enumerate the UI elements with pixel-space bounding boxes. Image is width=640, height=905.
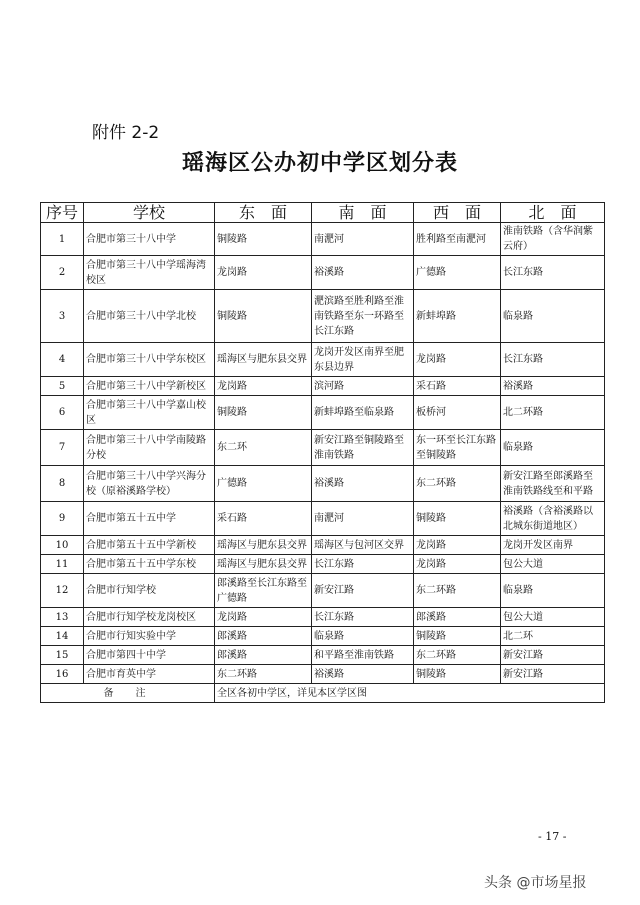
table-row: [41, 430, 605, 466]
north-boundary: 新安江路: [501, 646, 605, 665]
west-boundary: 东二环路: [414, 466, 501, 502]
west-boundary: 板桥河: [414, 396, 501, 430]
school-name: 合肥市第三十八中学: [84, 223, 215, 256]
table-header-row: [41, 203, 605, 223]
east-boundary: 采石路: [215, 502, 312, 536]
north-boundary: 包公大道: [501, 608, 605, 627]
south-boundary: 和平路至淮南铁路: [312, 646, 414, 665]
south-boundary: 新安江路至铜陵路至淮南铁路: [312, 430, 414, 466]
row-number: 16: [41, 665, 84, 684]
west-boundary: 龙岗路: [414, 536, 501, 555]
school-name: 合肥市第三十八中学瑶海湾校区: [84, 256, 215, 290]
north-boundary: 长江东路: [501, 256, 605, 290]
east-boundary: 铜陵路: [215, 290, 312, 343]
header-west: 西 面: [414, 203, 501, 223]
row-number: 4: [41, 343, 84, 377]
north-boundary: 长江东路: [501, 343, 605, 377]
school-name: 合肥市第四十中学: [84, 646, 215, 665]
west-boundary: 新蚌埠路: [414, 290, 501, 343]
east-boundary: 龙岗路: [215, 377, 312, 396]
north-boundary: 裕溪路（含裕溪路以北城东街道地区）: [501, 502, 605, 536]
note-label: 备 注: [41, 684, 215, 703]
west-boundary: 铜陵路: [414, 627, 501, 646]
south-boundary: 南淝河: [312, 502, 414, 536]
school-district-table: [40, 202, 605, 703]
east-boundary: 郎溪路: [215, 646, 312, 665]
south-boundary: 裕溪路: [312, 466, 414, 502]
source-watermark: 头条 @市场星报: [484, 875, 587, 891]
west-boundary: 郎溪路: [414, 608, 501, 627]
table-row: [41, 343, 605, 377]
row-number: 1: [41, 223, 84, 256]
north-boundary: 临泉路: [501, 430, 605, 466]
south-boundary: 新蚌埠路至临泉路: [312, 396, 414, 430]
note-text: 全区各初中学区，详见本区学区图: [215, 684, 605, 703]
south-boundary: 长江东路: [312, 555, 414, 574]
table-row: [41, 536, 605, 555]
row-number: 12: [41, 574, 84, 608]
header-east: 东 面: [215, 203, 312, 223]
south-boundary: 淝滨路至胜利路至淮南铁路至东一环路至长江东路: [312, 290, 414, 343]
table-row: [41, 466, 605, 502]
row-number: 5: [41, 377, 84, 396]
table-row: [41, 396, 605, 430]
north-boundary: 新安江路至郎溪路至淮南铁路线至和平路: [501, 466, 605, 502]
west-boundary: 东二环路: [414, 646, 501, 665]
table-row: [41, 574, 605, 608]
north-boundary: 包公大道: [501, 555, 605, 574]
row-number: 10: [41, 536, 84, 555]
south-boundary: 长江东路: [312, 608, 414, 627]
school-name: 合肥市第三十八中学南陵路分校: [84, 430, 215, 466]
school-name: 合肥市行知学校: [84, 574, 215, 608]
east-boundary: 铜陵路: [215, 223, 312, 256]
table-row: [41, 665, 605, 684]
south-boundary: 南淝河: [312, 223, 414, 256]
header-school: 学校: [84, 203, 215, 223]
table-row: [41, 608, 605, 627]
school-name: 合肥市育英中学: [84, 665, 215, 684]
school-name: 合肥市第三十八中学兴海分校（原裕溪路学校）: [84, 466, 215, 502]
annex-label: 附件 2-2: [92, 123, 160, 143]
table-row: [41, 646, 605, 665]
east-boundary: 东二环路: [215, 665, 312, 684]
table-row: [41, 555, 605, 574]
east-boundary: 瑶海区与肥东县交界: [215, 555, 312, 574]
south-boundary: 新安江路: [312, 574, 414, 608]
east-boundary: 郎溪路至长江东路至广德路: [215, 574, 312, 608]
south-boundary: 裕溪路: [312, 256, 414, 290]
table-row: [41, 502, 605, 536]
north-boundary: 新安江路: [501, 665, 605, 684]
south-boundary: 临泉路: [312, 627, 414, 646]
page-number: - 17 -: [538, 830, 567, 843]
row-number: 6: [41, 396, 84, 430]
south-boundary: 滨河路: [312, 377, 414, 396]
school-name: 合肥市第三十八中学北校: [84, 290, 215, 343]
table-row: [41, 290, 605, 343]
west-boundary: 广德路: [414, 256, 501, 290]
east-boundary: 龙岗路: [215, 256, 312, 290]
school-name: 合肥市行知学校龙岗校区: [84, 608, 215, 627]
east-boundary: 广德路: [215, 466, 312, 502]
header-south: 南 面: [312, 203, 414, 223]
row-number: 7: [41, 430, 84, 466]
row-number: 14: [41, 627, 84, 646]
school-name: 合肥市第五十五中学: [84, 502, 215, 536]
document-title: 瑶海区公办初中学区划分表: [181, 151, 458, 176]
school-name: 合肥市第三十八中学新校区: [84, 377, 215, 396]
west-boundary: 铜陵路: [414, 502, 501, 536]
row-number: 2: [41, 256, 84, 290]
south-boundary: 龙岗开发区南界至肥东县边界: [312, 343, 414, 377]
header-north: 北 面: [501, 203, 605, 223]
school-name: 合肥市第五十五中学东校: [84, 555, 215, 574]
row-number: 13: [41, 608, 84, 627]
table-row: [41, 377, 605, 396]
east-boundary: 瑶海区与肥东县交界: [215, 343, 312, 377]
west-boundary: 采石路: [414, 377, 501, 396]
table-row: [41, 256, 605, 290]
south-boundary: 裕溪路: [312, 665, 414, 684]
table-row: [41, 627, 605, 646]
west-boundary: 龙岗路: [414, 555, 501, 574]
row-number: 3: [41, 290, 84, 343]
row-number: 8: [41, 466, 84, 502]
west-boundary: 胜利路至南淝河: [414, 223, 501, 256]
note-row: [41, 684, 605, 703]
north-boundary: 淮南铁路（含华润紫云府）: [501, 223, 605, 256]
north-boundary: 临泉路: [501, 574, 605, 608]
north-boundary: 裕溪路: [501, 377, 605, 396]
east-boundary: 铜陵路: [215, 396, 312, 430]
north-boundary: 龙岗开发区南界: [501, 536, 605, 555]
west-boundary: 东一环至长江东路至铜陵路: [414, 430, 501, 466]
north-boundary: 临泉路: [501, 290, 605, 343]
north-boundary: 北二环: [501, 627, 605, 646]
school-name: 合肥市第三十八中学东校区: [84, 343, 215, 377]
west-boundary: 龙岗路: [414, 343, 501, 377]
school-name: 合肥市行知实验中学: [84, 627, 215, 646]
east-boundary: 郎溪路: [215, 627, 312, 646]
row-number: 11: [41, 555, 84, 574]
row-number: 9: [41, 502, 84, 536]
south-boundary: 瑶海区与包河区交界: [312, 536, 414, 555]
header-number: 序号: [41, 203, 84, 223]
school-name: 合肥市第五十五中学新校: [84, 536, 215, 555]
table-row: [41, 223, 605, 256]
east-boundary: 龙岗路: [215, 608, 312, 627]
row-number: 15: [41, 646, 84, 665]
east-boundary: 东二环: [215, 430, 312, 466]
north-boundary: 北二环路: [501, 396, 605, 430]
east-boundary: 瑶海区与肥东县交界: [215, 536, 312, 555]
west-boundary: 东二环路: [414, 574, 501, 608]
school-name: 合肥市第三十八中学嘉山校区: [84, 396, 215, 430]
west-boundary: 铜陵路: [414, 665, 501, 684]
